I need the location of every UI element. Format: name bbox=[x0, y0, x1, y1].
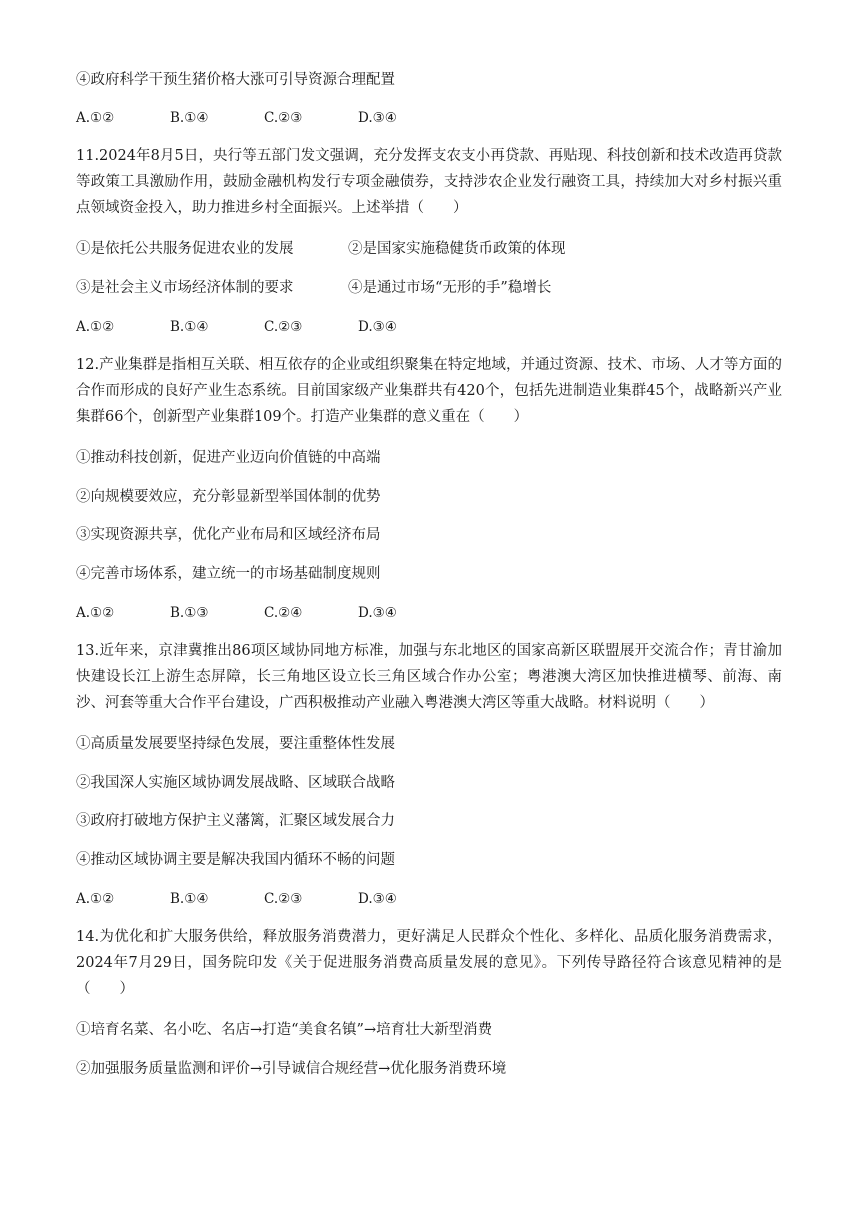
q13-item-3: ③政府打破地方保护主义藩篱，汇聚区域发展合力 bbox=[76, 813, 395, 829]
q13-item-1: ①高质量发展要坚持绿色发展，要注重整体性发展 bbox=[76, 736, 395, 752]
q12-item-3: ③实现资源共享，优化产业布局和区域经济布局 bbox=[76, 527, 381, 543]
q12-item-2: ②向规模要效应，充分彰显新型举国体制的优势 bbox=[76, 489, 381, 505]
q12-option-a: A.①② bbox=[76, 605, 115, 621]
q11-options bbox=[76, 317, 452, 337]
q14-item-2: ②加强服务质量监测和评价→引导诚信合规经营→优化服务消费环境 bbox=[76, 1061, 507, 1077]
q11-option-d: D.③④ bbox=[358, 319, 397, 335]
q13-item-4: ④推动区域协调主要是解决我国内循环不畅的问题 bbox=[76, 852, 395, 868]
q10-options bbox=[76, 108, 452, 128]
q12-options bbox=[76, 603, 452, 623]
q12-item-1: ①推动科技创新，促进产业迈向价值链的中高端 bbox=[76, 450, 381, 466]
q11-item-3: ③是社会主义市场经济体制的要求 bbox=[76, 280, 294, 296]
q11-items-row-1 bbox=[76, 239, 566, 259]
q10-option-b: B.①④ bbox=[170, 110, 209, 126]
q12-option-b: B.①③ bbox=[170, 605, 209, 621]
q13-option-b: B.①④ bbox=[170, 891, 209, 907]
q11-option-c: C.②③ bbox=[264, 319, 303, 335]
q12-option-d: D.③④ bbox=[358, 605, 397, 621]
q10-option-a: A.①② bbox=[76, 110, 115, 126]
q11-option-b: B.①④ bbox=[170, 319, 209, 335]
q11-item-1: ①是依托公共服务促进农业的发展 bbox=[76, 241, 294, 257]
q12-item-4: ④完善市场体系，建立统一的市场基础制度规则 bbox=[76, 566, 381, 582]
q14-item-1: ①培育名菜、名小吃、名店→打造“美食名镇”→培育壮大新型消费 bbox=[76, 1022, 493, 1038]
q13-option-a: A.①② bbox=[76, 891, 115, 907]
q10-item-4: ④政府科学干预生猪价格大涨可引导资源合理配置 bbox=[76, 72, 395, 88]
q11-option-a: A.①② bbox=[76, 319, 115, 335]
q14-stem: 14.为优化和扩大服务供给，释放服务消费潜力，更好满足人民群众个性化、多样化、品质化服务消费需求，2024年7月29日，国务院印发《关于促进服务消费高质量发展的意见》。下列传导路径符合该意见精神的是（ ） bbox=[76, 929, 782, 997]
q12-stem: 12.产业集群是指相互关联、相互依存的企业或组织聚集在特定地域，并通过资源、技术、市场、人才等方面的合作而形成的良好产业生态系统。目前国家级产业集群共有420个，包括先进制造业集群45个，战略新兴产业集群66个，创新型产业集群109个。打造产业集群的意义重在（ ） bbox=[76, 357, 782, 425]
q13-options bbox=[76, 889, 452, 909]
q13-option-d: D.③④ bbox=[358, 891, 397, 907]
q12-option-c: C.②④ bbox=[264, 605, 303, 621]
q13-stem: 13.近年来，京津冀推出86项区域协同地方标准，加强与东北地区的国家高新区联盟展开交流合作；青甘渝加快建设长江上游生态屏障，长三角地区设立长三角区域合作办公室；粤港澳大湾区加快推进横琴、前海、南沙、河套等重大合作平台建设，广西积极推动产业融入粤港澳大湾区等重大战略。材料说明（ ） bbox=[76, 643, 782, 711]
q11-stem: 11.2024年8月5日，央行等五部门发文强调，充分发挥支农支小再贷款、再贴现、科技创新和技术改造再贷款等政策工具激励作用，鼓励金融机构发行专项金融债券，支持涉农企业发行融资工具，持续加大对乡村振兴重点领域资金投入，助力推进乡村全面振兴。上述举措（ ） bbox=[76, 148, 782, 216]
q10-option-d: D.③④ bbox=[358, 110, 397, 126]
q11-items-row-2 bbox=[76, 278, 551, 298]
q10-option-c: C.②③ bbox=[264, 110, 303, 126]
q13-option-c: C.②③ bbox=[264, 891, 303, 907]
q13-item-2: ②我国深人实施区域协调发展战略、区域联合战略 bbox=[76, 775, 395, 791]
q11-item-4: ④是通过市场“无形的手”稳增长 bbox=[348, 280, 552, 296]
q11-item-2: ②是国家实施稳健货币政策的体现 bbox=[348, 241, 566, 257]
